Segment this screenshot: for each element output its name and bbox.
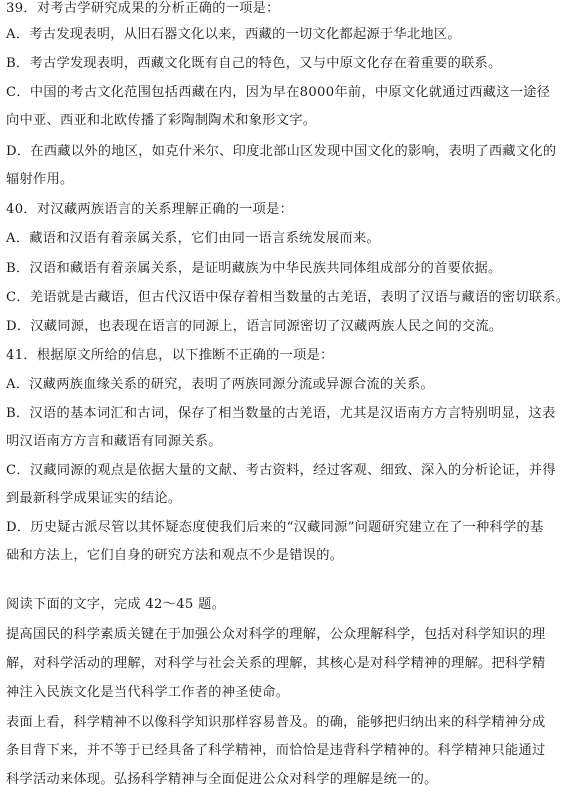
passage-line: 表面上看，科学精神不以像科学知识那样容易普及。的确，能够把归纳出来的科学精神分成 xyxy=(6,715,546,730)
q40-option-d: D．汉藏同源，也表现在语言的同源上，语言同源密切了汉藏两族人民之间的交流。 xyxy=(6,319,503,334)
q39-option-b: B．考古学发现表明，西藏文化既有自己的特色，又与中原文化存在着重要的联系。 xyxy=(6,56,502,71)
q41-option-a: A．汉藏两族血缘关系的研究，表明了两族同源分流或异源合流的关系。 xyxy=(6,377,434,392)
q40-stem: 40．对汉藏两族语言的关系理解正确的一项是： xyxy=(6,202,294,217)
q39-option-c-cont: 向中亚、西亚和北欧传播了彩陶制陶术和象形文字。 xyxy=(6,113,317,128)
passage-line: 科学活动来体现。弘扬科学精神与全面促进公众对科学的理解是统一的。 xyxy=(6,772,438,787)
q41-option-d: D．历史疑古派尽管以其怀疑态度使我们后来的“汉藏同源”问题研究建立在了一种科学的基 xyxy=(6,520,544,535)
q39-option-a: A．考古发现表明，从旧石器文化以来，西藏的一切文化都起源于华北地区。 xyxy=(6,27,461,42)
q41-option-b: B．汉语的基本词汇和古词，保存了相当数量的古羌语，尤其是汉语南方方言特别明显，这表 xyxy=(6,406,556,421)
passage-line: 神注入民族文化是当代科学工作者的神圣使命。 xyxy=(6,685,290,700)
q41-option-b-cont: 明汉语南方方言和藏语有同源关系。 xyxy=(6,434,222,449)
passage-line: 条目背下来，并不等于已经具备了科学精神，而恰恰是违背科学精神的。科学精神只能通过 xyxy=(6,743,546,758)
reading-instruction: 阅读下面的文字，完成 42～45 题。 xyxy=(6,597,226,612)
q40-option-c: C．羌语就是古藏语，但古代汉语中保存着相当数量的古羌语，表明了汉语与藏语的密切联系。 xyxy=(6,290,570,305)
q40-option-a: A．藏语和汉语有着亲属关系，它们由同一语言系统发展而来。 xyxy=(6,231,380,246)
q39-option-d: D．在西藏以外的地区，如克什米尔、印度北部山区发现中国文化的影响，表明了西藏文化的 xyxy=(6,144,557,159)
q39-option-d-cont: 辐射作用。 xyxy=(6,172,74,187)
q39-stem: 39．对考古学研究成果的分析正确的一项是： xyxy=(6,1,280,16)
q39-option-c: C．中国的考古文化范围包括西藏在内，因为早在8000年前，中原文化就通过西藏这一途径 xyxy=(6,85,551,100)
q41-option-c-cont: 到最新科学成果证实的结论。 xyxy=(6,491,182,506)
q41-stem: 41．根据原文所给的信息，以下推断不正确的一项是： xyxy=(6,348,334,363)
q41-option-c: C．汉藏同源的观点是依据大量的文献、考古资料，经过客观、细致、深入的分析论证，并得 xyxy=(6,463,556,478)
passage-line: 提高国民的科学素质关键在于加强公众对科学的理解，公众理解科学，包括对科学知识的理 xyxy=(6,627,546,642)
passage-line: 解，对科学活动的理解，对科学与社会关系的理解，其核心是对科学精神的理解。把科学精 xyxy=(6,656,546,671)
q40-option-b: B．汉语和藏语有着亲属关系，是证明藏族为中华民族共同体组成部分的首要依据。 xyxy=(6,261,502,276)
q41-option-d-cont: 础和方法上，它们自身的研究方法和观点不少是错误的。 xyxy=(6,548,344,563)
